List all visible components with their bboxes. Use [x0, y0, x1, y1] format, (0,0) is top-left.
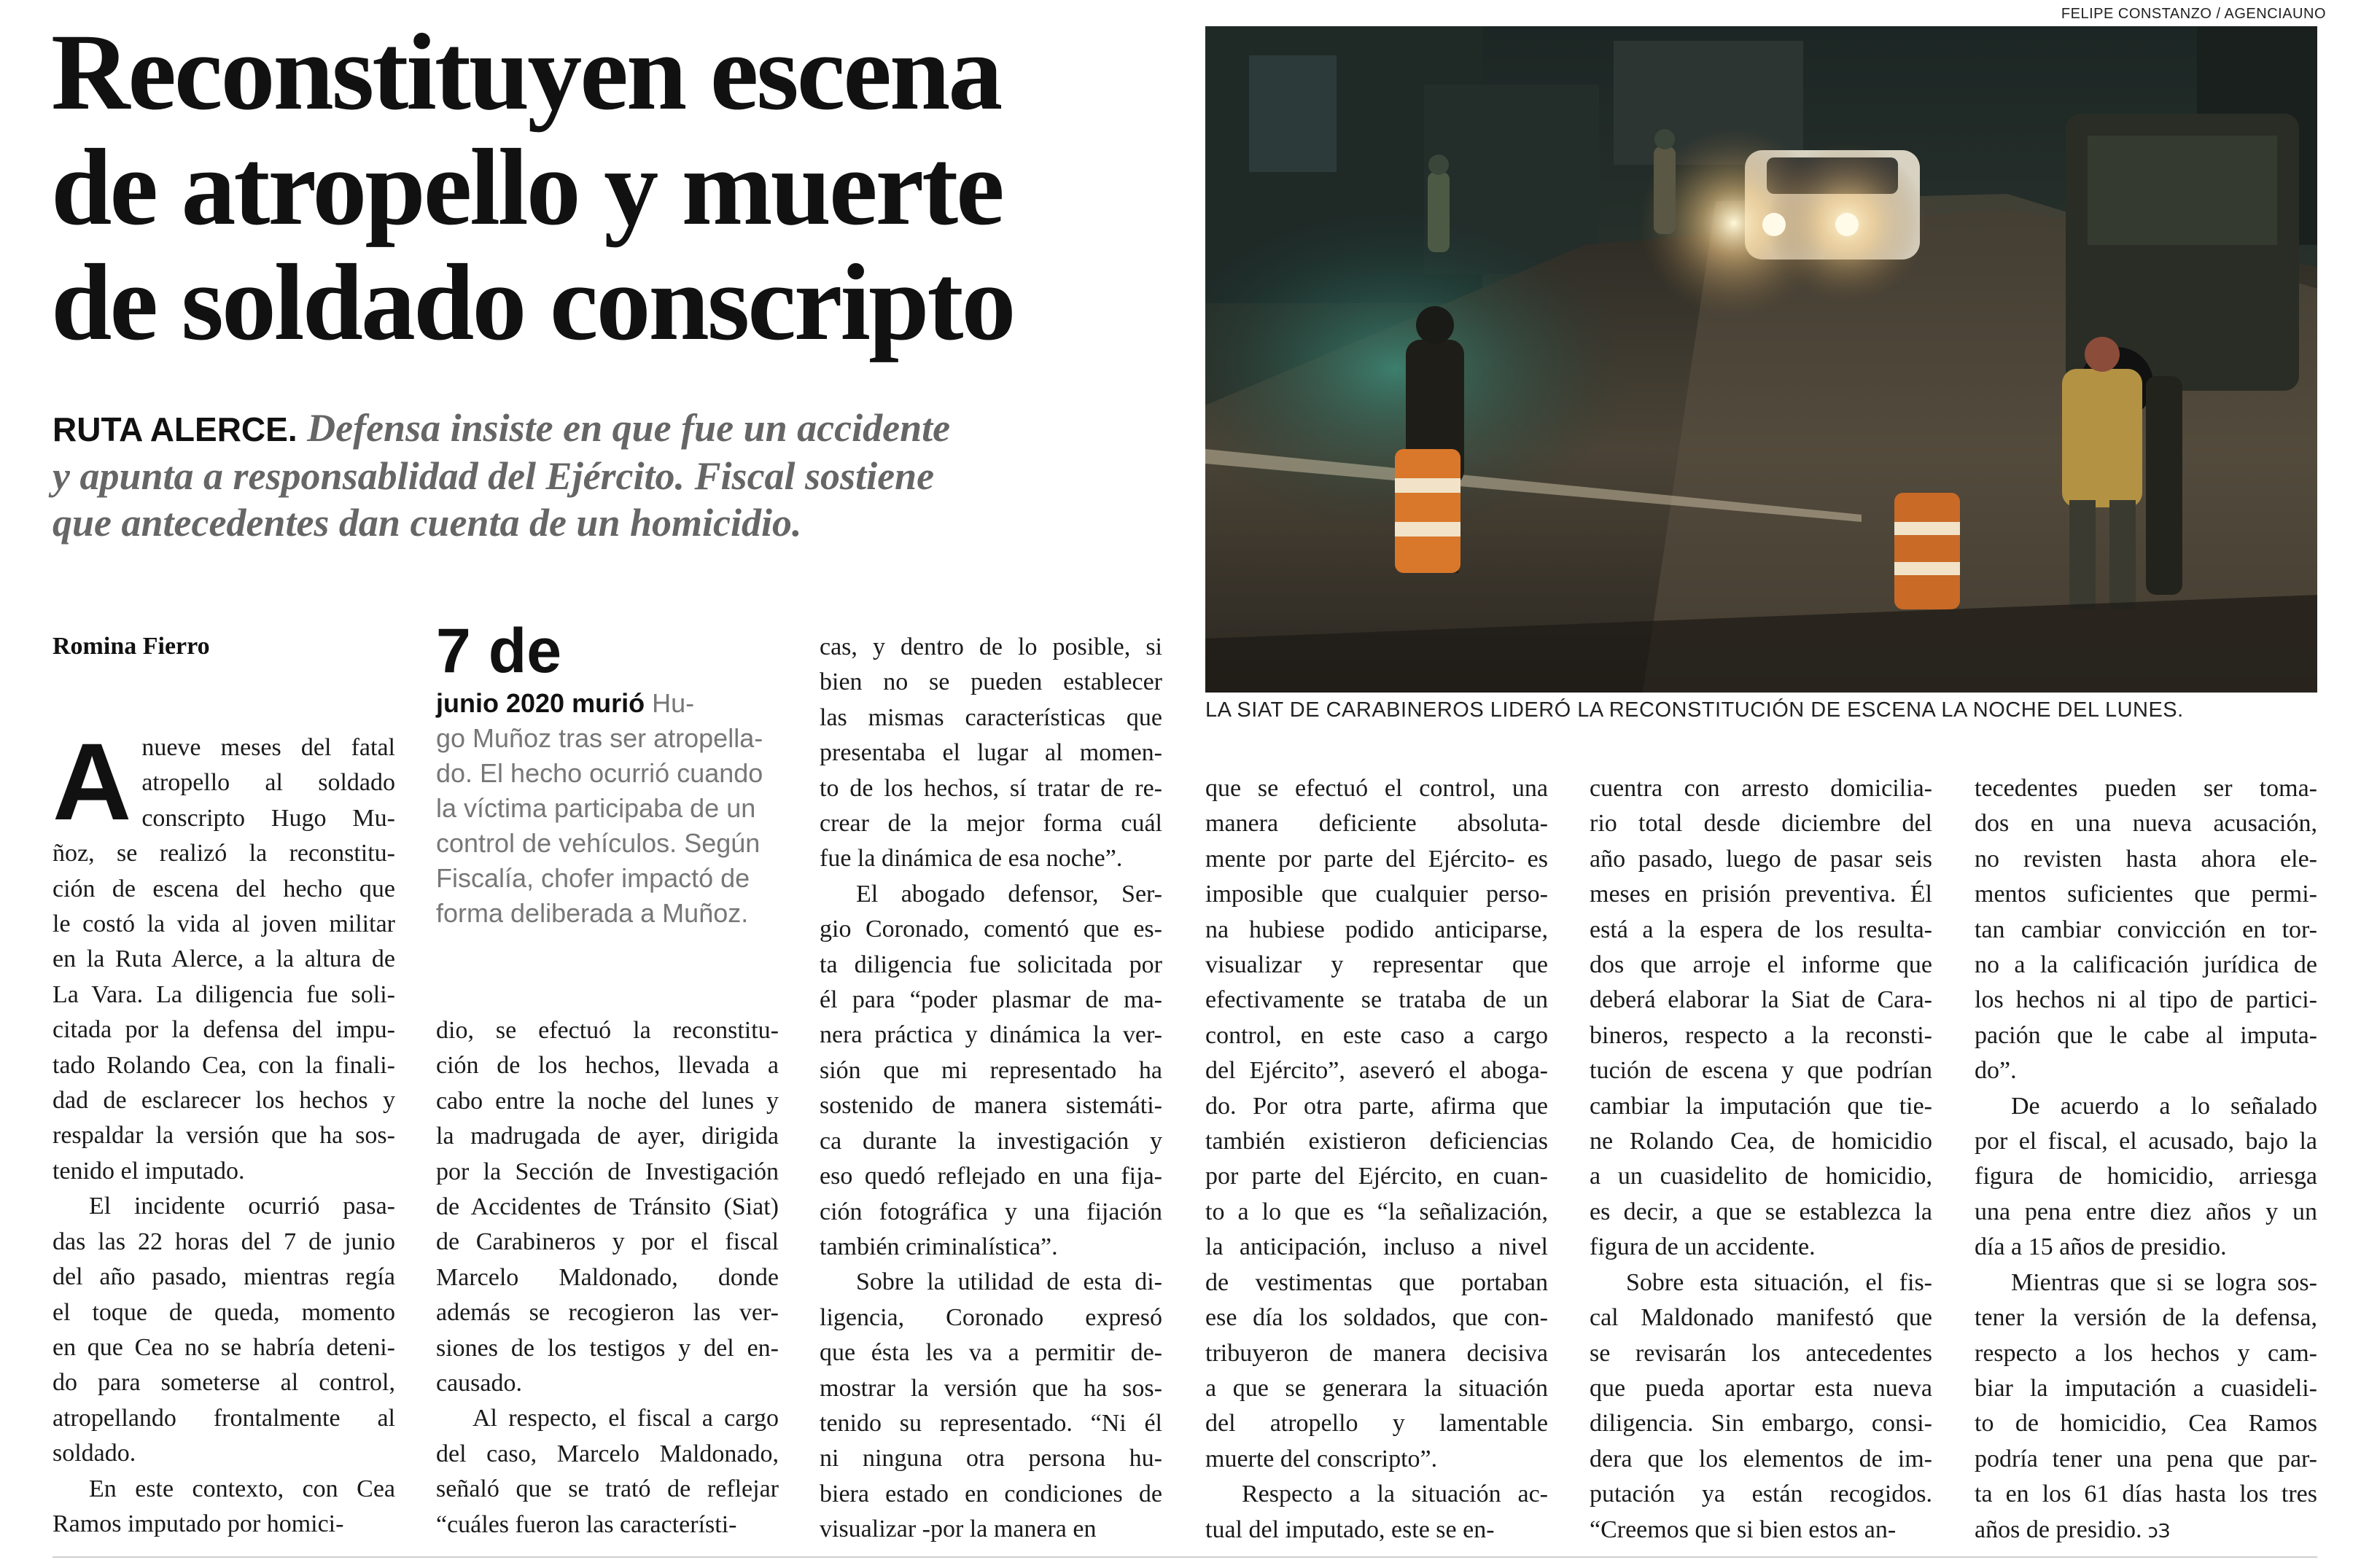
article-line: también criminalística”. — [820, 1233, 1058, 1260]
article-line: que pueda aportar esta nueva — [1590, 1374, 1932, 1402]
article-line: na hubiese podido anticiparse, — [1205, 916, 1548, 943]
end-mark-icon: ↄЗ — [2147, 1520, 2171, 1542]
deck-text: Defensa insiste en que fue un accidente — [297, 406, 951, 450]
article-column-6 — [1975, 771, 2317, 1549]
article-column-5 — [1590, 771, 1932, 1548]
headline-line: Reconstituyen escena — [51, 12, 1001, 133]
article-line: respaldar la versión que ha sos- — [52, 1122, 395, 1150]
pull-quote-bold: junio 2020 murió — [436, 688, 645, 718]
article-line: además se recogieron las ver- — [436, 1299, 779, 1327]
article-line: dos que arroje el informe que — [1590, 951, 1932, 979]
article-line: de Carabineros y por el fiscal — [436, 1228, 779, 1256]
photo-scene — [1205, 26, 2317, 693]
article-line: ca durante la investigación y — [820, 1127, 1162, 1155]
article-line: nera práctica y dinámica la ver- — [820, 1021, 1162, 1049]
article-line: eso quedó reflejado en una fija- — [820, 1163, 1162, 1190]
headline-line: de soldado conscripto — [51, 242, 1014, 363]
article-column-3 — [820, 630, 1162, 1548]
pull-quote-line: forma deliberada a Muñoz. — [436, 898, 749, 928]
article-line: cuentra con arresto domicilia- — [1590, 775, 1932, 802]
article-line: le costó la vida al joven militar — [52, 910, 395, 938]
article-line: tribuyeron de manera decisiva — [1205, 1339, 1548, 1367]
article-line: bien no se pueden establecer — [820, 668, 1162, 696]
article-line: citada por la defensa del impu- — [52, 1016, 395, 1044]
article-line: señaló que se trató de reflejar — [436, 1475, 779, 1503]
article-line: do. Por otra parte, afirma que — [1205, 1092, 1548, 1120]
article-line: nueve meses del fatal — [141, 734, 395, 761]
article-line: del caso, Marcelo Maldonado, — [436, 1440, 779, 1467]
article-line: por el fiscal, el acusado, bajo la — [1975, 1128, 2317, 1155]
pull-quote-rest: Hu- — [645, 688, 695, 718]
deck-line: y apunta a responsablidad del Ejército. Fiscal sostiene — [52, 454, 935, 498]
article-line: dos en una nueva acusación, — [1975, 810, 2317, 838]
article-column-4 — [1205, 771, 1548, 1548]
article-line: presentaba el lugar al momen- — [820, 739, 1162, 767]
article-line: La Vara. La diligencia fue soli- — [52, 980, 395, 1008]
article-line: que se efectuó el control, una — [1205, 775, 1548, 802]
article-line: imposible que cualquier perso- — [1205, 881, 1548, 908]
article-line: “cuáles fueron las característi- — [436, 1510, 737, 1538]
article-line: biar la imputación a cuasideli- — [1975, 1374, 2317, 1402]
article-line: años de presidio. — [1975, 1516, 2142, 1543]
article-line: Marcelo Maldonado, donde — [436, 1263, 779, 1291]
pull-quote-line — [436, 686, 779, 721]
article-line: cabo entre la noche del lunes y — [436, 1087, 779, 1115]
article-line: rio total desde diciembre del — [1590, 810, 1932, 838]
article-line: causado. — [436, 1370, 523, 1397]
article-line: crear de la mejor forma cuál — [820, 810, 1162, 838]
article-line: la madrugada de ayer, dirigida — [436, 1123, 779, 1150]
article-line: también existieron deficiencias — [1205, 1128, 1548, 1155]
pull-quote-line: go Muñoz tras ser atropella- — [436, 723, 763, 753]
article-line: figura de homicidio, arriesga — [1975, 1163, 2317, 1190]
article-line-wrapper — [1975, 1513, 2317, 1549]
article-line: ción de escena del hecho que — [52, 875, 395, 902]
article-line: siones de los testigos y del en- — [436, 1334, 779, 1362]
article-line: una pena entre diez años y un — [1975, 1198, 2317, 1225]
article-line: el toque de queda, momento — [52, 1298, 395, 1326]
article-line: do”. — [1975, 1057, 2017, 1085]
article-line: de vestimentas que portaban — [1205, 1268, 1548, 1296]
news-photo — [1205, 26, 2317, 693]
article-line: es decir, a que se establezca la — [1590, 1198, 1932, 1225]
article-line: dad de esclarecer los hechos y — [52, 1087, 395, 1115]
article-line: Sobre esta situación, el fis- — [1626, 1268, 1932, 1296]
article-line: mente por parte del Ejército- es — [1205, 845, 1548, 873]
article-line: no a la calificación jurídica de — [1975, 951, 2317, 979]
article-line: to a lo que es “la señalización, — [1205, 1198, 1548, 1225]
article-line: gio Coronado, comentó que es- — [820, 916, 1162, 943]
article-line: por parte del Ejército, en cuan- — [1205, 1163, 1548, 1190]
article-line: mentos suficientes que permi- — [1975, 881, 2317, 908]
article-line: do para someterse al control, — [52, 1369, 395, 1397]
headline — [51, 12, 1189, 363]
article-line: los hechos ni al tipo de partici- — [1975, 986, 2317, 1014]
article-line: ción de los hechos, llevada a — [436, 1052, 779, 1080]
article-line: del Ejército”, aseveró el aboga- — [1205, 1057, 1548, 1085]
article-line: ne Rolando Cea, de homicidio — [1590, 1128, 1932, 1155]
article-line: manera deficiente absoluta- — [1205, 810, 1548, 838]
article-line: por la Sección de Investigación — [436, 1158, 779, 1185]
article-line: diligencia. Sin embargo, consi- — [1590, 1410, 1932, 1438]
article-line: muerte del conscripto”. — [1205, 1445, 1438, 1473]
article-line: a un cuasidelito de homicidio, — [1590, 1163, 1932, 1190]
article-line: que ésta les va a permitir de- — [820, 1339, 1162, 1367]
article-line: día a 15 años de presidio. — [1975, 1233, 2227, 1261]
article-line: año pasado, luego de pasar seis — [1590, 845, 1932, 873]
article-line: las mismas características que — [820, 703, 1162, 731]
article-line: ción fotográfica y una fijación — [820, 1198, 1162, 1225]
article-line: dera que los elementos de im- — [1590, 1445, 1932, 1473]
article-line: atropello al soldado — [141, 769, 395, 797]
article-line: respecto a los hechos y cam- — [1975, 1339, 2317, 1367]
article-line: En este contexto, con Cea — [89, 1475, 395, 1502]
article-column-2 — [436, 1013, 779, 1542]
article-line: visualizar y representar que — [1205, 951, 1548, 979]
article-line: putación ya están recogidos. — [1590, 1481, 1932, 1508]
article-line: meses en prisión preventiva. Él — [1590, 881, 1932, 908]
article-line: ñoz, se realizó la reconstitu- — [52, 840, 395, 867]
article-column-1 — [52, 720, 395, 1542]
article-line: figura de un accidente. — [1590, 1233, 1816, 1261]
article-line: en que Cea no se habría deteni- — [52, 1333, 395, 1361]
deck-line: que antecedentes dan cuenta de un homicidio. — [52, 501, 802, 545]
article-line: no revisten hasta ahora ele- — [1975, 845, 2317, 873]
pull-quote-line: la víctima participaba de un — [436, 793, 756, 823]
article-line: tenido su representado. “Ni él — [820, 1409, 1162, 1437]
article-line: ese día los soldados, que con- — [1205, 1304, 1548, 1332]
article-line: la anticipación, incluso a nivel — [1205, 1233, 1548, 1261]
bottom-rule — [52, 1556, 2317, 1558]
article-line: bineros, respecto a la reconsti- — [1590, 1021, 1932, 1049]
article-line: soldado. — [52, 1440, 136, 1467]
article-line: El incidente ocurrió pasa- — [89, 1193, 395, 1220]
article-line: en la Ruta Alerce, a la altura de — [52, 945, 395, 973]
article-line: atropellando frontalmente al — [52, 1404, 395, 1432]
article-line: visualizar -por la manera en — [820, 1516, 1097, 1543]
article-line: efectivamente se trataba de un — [1205, 986, 1548, 1014]
photo-caption: LA SIAT DE CARABINEROS LIDERÓ LA RECONSTITUCIÓN DE ESCENA LA NOCHE DEL LUNES. — [1205, 698, 2184, 722]
article-line: tual del imputado, este se en- — [1205, 1516, 1495, 1543]
article-line: tecedentes pueden ser toma- — [1975, 775, 2317, 802]
pull-quote-line: do. El hecho ocurrió cuando — [436, 758, 763, 788]
article-line: de Accidentes de Tránsito (Siat) — [436, 1193, 779, 1221]
byline: Romina Fierro — [52, 633, 210, 660]
article-line: ni ninguna otra persona hu- — [820, 1445, 1162, 1473]
article-line: sostenido de manera sistemáti- — [820, 1092, 1162, 1120]
article-line: pación que le cabe al imputa- — [1975, 1021, 2317, 1049]
pull-quote-line: control de vehículos. Según — [436, 828, 761, 858]
deck — [52, 405, 1088, 546]
article-line: sión que mi representado ha — [820, 1056, 1162, 1084]
article-line: ligencia, Coronado expresó — [820, 1303, 1162, 1331]
pull-quote-big: 7 de — [436, 616, 562, 686]
article-line: biera estado en condiciones de — [820, 1480, 1162, 1507]
article-line: das las 22 horas del 7 de junio — [52, 1228, 395, 1255]
article-line: to de los hechos, sí tratar de re- — [820, 774, 1162, 802]
article-line: Al respecto, el fiscal a cargo — [472, 1405, 779, 1432]
article-line: Respecto a la situación ac- — [1242, 1481, 1548, 1508]
article-line: to de homicidio, Cea Ramos — [1975, 1410, 2317, 1438]
article-line: del año pasado, mientras regía — [52, 1263, 395, 1291]
article-line: está a la espera de los resulta- — [1590, 916, 1932, 943]
article-line: dio, se efectuó la reconstitu- — [436, 1017, 779, 1044]
article-line: Ramos imputado por homici- — [52, 1510, 344, 1537]
article-line: mostrar la versión que ha sos- — [820, 1374, 1162, 1402]
article-line: tenido el imputado. — [52, 1157, 245, 1185]
article-line: conscripto Hugo Mu- — [141, 804, 395, 832]
headline-line: de atropello y muerte — [51, 127, 1003, 248]
article-line: “Creemos que si bien estos an- — [1590, 1516, 1897, 1543]
article-line: tan cambiar convicción en tor- — [1975, 916, 2317, 943]
article-line: De acuerdo a lo señalado — [2011, 1092, 2317, 1120]
pull-quote-line: Fiscalía, chofer impactó de — [436, 863, 750, 893]
article-line: él para “poder plasmar de ma- — [820, 986, 1162, 1014]
article-line: fue la dinámica de esa noche”. — [820, 845, 1123, 873]
article-line: del atropello y lamentable — [1205, 1410, 1548, 1438]
article-line: cal Maldonado manifestó que — [1590, 1304, 1932, 1332]
article-line: control, en este caso a cargo — [1205, 1021, 1548, 1049]
article-line: cas, y dentro de lo posible, si — [820, 633, 1162, 660]
article-line: a que se generara la situación — [1205, 1374, 1548, 1402]
pull-quote — [436, 616, 779, 931]
article-line: tución de escena y que podrían — [1590, 1057, 1932, 1085]
drop-cap: A — [52, 720, 132, 843]
article-line: se revisarán los antecedentes — [1590, 1339, 1932, 1367]
article-line: tener la versión de la defensa, — [1975, 1304, 2317, 1332]
photo-credit: FELIPE CONSTANZO / AGENCIAUNO — [2061, 6, 2326, 22]
article-line: Mientras que si se logra sos- — [2011, 1268, 2317, 1296]
article-line: Sobre la utilidad de esta di- — [856, 1268, 1162, 1296]
article-line: ta en los 61 días hasta los tres — [1975, 1481, 2317, 1508]
kicker: RUTA ALERCE. — [52, 410, 297, 448]
article-line: deberá elaborar la Siat de Cara- — [1590, 986, 1932, 1014]
article-line: cambiar la imputación que tie- — [1590, 1092, 1932, 1120]
article-line: El abogado defensor, Ser- — [856, 880, 1162, 908]
article-line: podría tener una pena que par- — [1975, 1445, 2317, 1473]
deck-line — [52, 405, 1088, 453]
article-line: ta diligencia fue solicitada por — [820, 951, 1162, 978]
article-line: tado Rolando Cea, con la finali- — [52, 1051, 395, 1079]
